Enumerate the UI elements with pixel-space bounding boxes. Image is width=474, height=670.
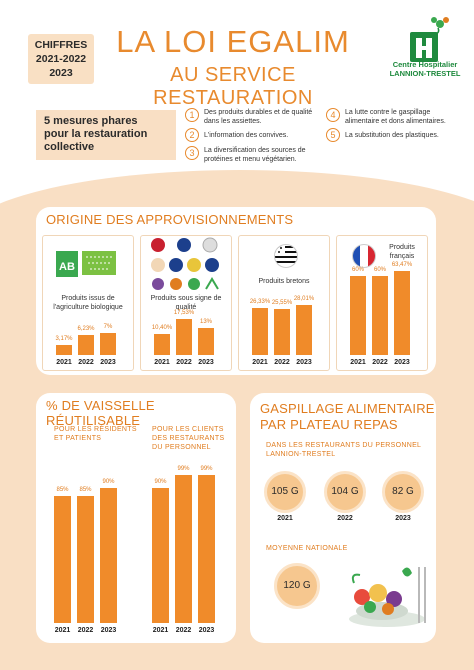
origine-bar (78, 335, 94, 355)
years-badge (28, 34, 94, 84)
vaisselle-bar (152, 488, 169, 623)
origine-year: 2021 (350, 359, 366, 366)
origine-bar (198, 328, 214, 355)
gaspillage-subtitle-line: DANS LES RESTAURANTS DU PERSONNEL (266, 442, 422, 449)
waste-2021-circle: 105 G (264, 471, 306, 513)
origine-bar (350, 276, 366, 355)
ab-logo-text: AB (59, 261, 75, 273)
mesure-number: 4 (326, 108, 340, 122)
gaspillage-title-line: GASPILLAGE ALIMENTAIRE (260, 401, 435, 416)
origine-value: 25,55% (271, 300, 293, 307)
gaspillage-panel (250, 393, 436, 643)
mesures-heading-line: collective (44, 141, 95, 153)
origine-value: 60% (351, 266, 364, 273)
mesure-number: 5 (326, 128, 340, 142)
mesure-number: 2 (185, 128, 199, 142)
origine-value: 28,01% (293, 296, 315, 302)
residents-label (54, 425, 137, 443)
residents-label-line: POUR LES RÉSIDENTS (54, 426, 137, 433)
food-plate-icon (342, 553, 432, 635)
origine-value: 63,47% (391, 262, 413, 268)
mesure-item (185, 108, 320, 126)
origine-bar (252, 308, 268, 355)
logo-line: Centre Hospitalier (392, 60, 458, 69)
waste-year: 2022 (337, 515, 353, 522)
origine-year: 2023 (394, 359, 410, 366)
origine-bar (274, 309, 290, 355)
origine-year: 2023 (296, 359, 312, 366)
origine-value: 7% (103, 324, 113, 330)
gaspillage-title (260, 401, 435, 433)
vaisselle-year: 2023 (100, 627, 117, 634)
breton-flag-icon (274, 244, 298, 268)
origine-panel (36, 207, 436, 375)
vaisselle-bar (54, 496, 71, 624)
origine-year: 2021 (252, 359, 268, 366)
origine-value: 10,40% (151, 324, 173, 331)
vaisselle-bar (77, 496, 94, 624)
main-title: LA LOI EGALIM (116, 24, 350, 59)
mesures-heading (36, 110, 176, 160)
mesure-text: Des produits durables et de qualité dans les assiettes. (204, 109, 313, 125)
badge-line: CHIFFRES (34, 39, 88, 51)
origine-value: 6,23% (77, 326, 95, 333)
vaisselle-title: % DE VAISSELLE RÉUTILISABLE (46, 398, 236, 428)
origine-value: 3,17% (55, 336, 73, 343)
origine-year: 2022 (176, 359, 192, 366)
vaisselle-value: 90% (102, 479, 115, 485)
origine-year: 2021 (56, 359, 72, 366)
mesure-text: L'information des convives. (204, 132, 289, 139)
mesures-heading-line: 5 mesures phares (44, 115, 138, 127)
origine-value: 13% (199, 319, 212, 326)
mesure-number: 3 (185, 146, 199, 160)
quality-label: Produits sous signe de qualité (150, 295, 222, 311)
vaisselle-year: 2023 (198, 627, 215, 634)
vaisselle-year: 2021 (152, 627, 169, 634)
logo-line: LANNION-TRESTEL (389, 69, 461, 78)
origine-title: ORIGINE DES APPROVISIONNEMENTS (46, 212, 294, 227)
vaisselle-bar (100, 488, 117, 623)
origine-bar (372, 276, 388, 355)
vaisselle-year: 2022 (77, 627, 94, 634)
vaisselle-year: 2021 (54, 627, 71, 634)
origine-value: 60% (373, 266, 386, 273)
vaisselle-value: 99% (177, 465, 190, 472)
national-average-label: MOYENNE NATIONALE (266, 545, 348, 552)
hospital-logo-text (380, 60, 470, 78)
french-flag-icon (352, 244, 376, 268)
badge-line: 2023 (49, 67, 73, 79)
national-average-circle: 120 G (274, 563, 320, 609)
mesures-heading-line: pour la restauration (44, 128, 148, 140)
main-subtitle: AU SERVICE RESTAURATION (153, 64, 313, 109)
vaisselle-year: 2022 (175, 627, 192, 634)
origine-value: 26,33% (249, 298, 271, 305)
origine-bar (176, 319, 192, 355)
gaspillage-subtitle (266, 441, 421, 459)
vaisselle-panel (36, 393, 236, 643)
origine-year: 2021 (154, 359, 170, 366)
vaisselle-bar (175, 475, 192, 624)
mesure-item (326, 108, 461, 126)
vaisselle-value: 90% (154, 479, 167, 485)
ab-label-icon (56, 249, 118, 277)
waste-year: 2023 (395, 515, 411, 522)
gaspillage-subtitle-line: LANNION-TRESTEL (266, 451, 336, 458)
badge-line: 2021-2022 (35, 53, 87, 65)
origine-bar (100, 333, 116, 355)
quality-labels-icon (148, 237, 226, 293)
breton-label: Produits bretons (258, 278, 310, 285)
waste-year: 2021 (277, 515, 293, 522)
residents-label-line: ET PATIENTS (54, 435, 102, 442)
origine-value: 17,53% (173, 310, 195, 316)
origine-bar (56, 345, 72, 355)
waste-2023-circle: 82 G (382, 471, 424, 513)
bio-label: Produits issus de l'agriculture biologique (53, 295, 123, 311)
mesure-text: La lutte contre le gaspillage alimentaire et dons alimentaires. (345, 109, 446, 125)
vaisselle-value: 85% (56, 486, 69, 493)
origine-year: 2022 (372, 359, 388, 366)
origine-year: 2022 (274, 359, 290, 366)
gaspillage-title-line: PAR PLATEAU REPAS (260, 417, 398, 432)
origine-bar (296, 305, 312, 355)
mesure-item (185, 128, 320, 142)
origine-year: 2023 (198, 359, 214, 366)
clients-label-line: DU PERSONNEL (152, 444, 211, 451)
vaisselle-value: 99% (200, 465, 213, 472)
mesure-text: La substitution des plastiques. (345, 132, 439, 139)
mesure-number: 1 (185, 108, 199, 122)
vaisselle-value: 85% (79, 486, 92, 493)
mesure-item (326, 128, 461, 142)
vaisselle-bar (198, 475, 215, 624)
clients-label-line: DES RESTAURANTS (152, 435, 225, 442)
clients-label (152, 425, 224, 452)
mesure-item (185, 146, 320, 164)
origine-bar (394, 271, 410, 355)
clients-label-line: POUR LES CLIENTS (152, 426, 224, 433)
origine-year: 2023 (100, 359, 116, 366)
origine-year: 2022 (78, 359, 94, 366)
origine-bar (154, 334, 170, 355)
waste-2022-circle: 104 G (324, 471, 366, 513)
mesure-text: La diversification des sources de protéines et menu végétarien. (204, 147, 306, 163)
french-label: Produits français (389, 244, 415, 260)
